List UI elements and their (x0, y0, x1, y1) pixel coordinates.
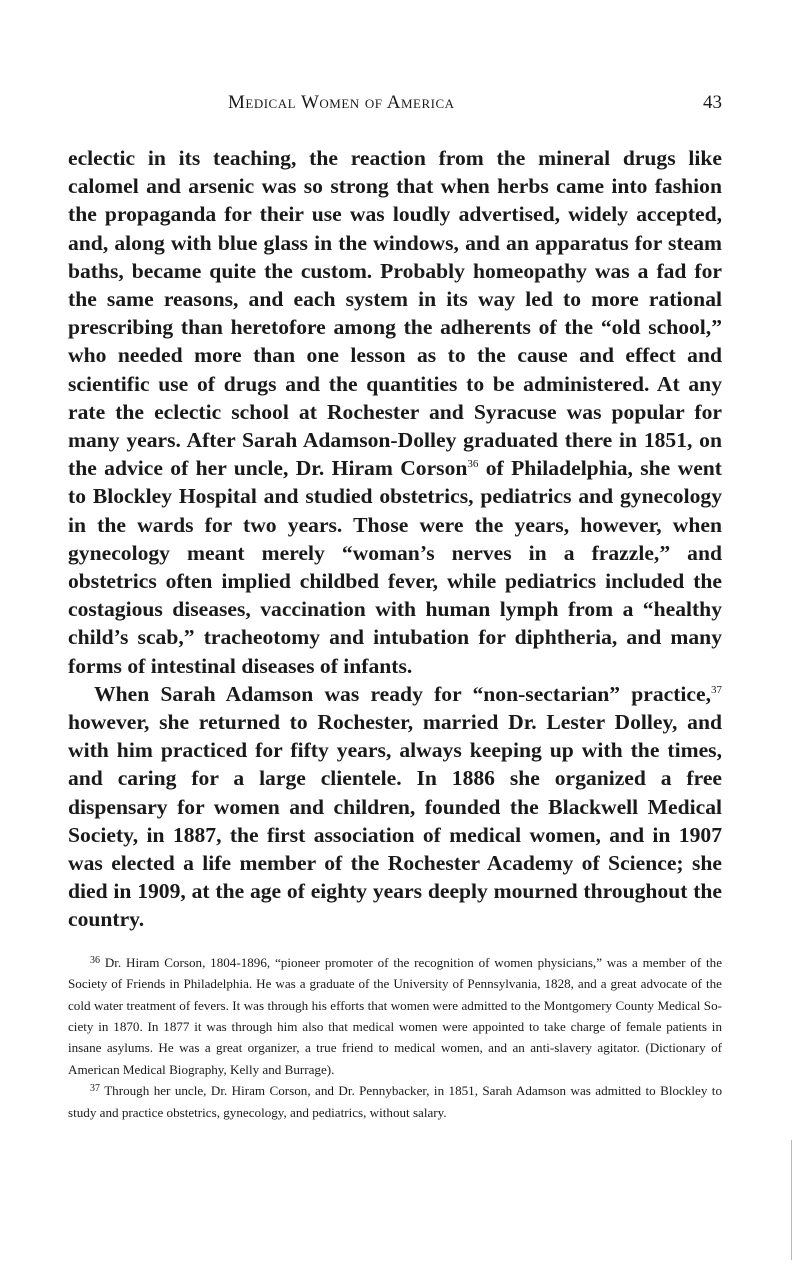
footnotes (68, 952, 722, 1123)
paragraph-1-part-b: of Philadelphia, she went to Blockley Hospital and studied obstetrics, pediatrics and gynecology in the wards for two years. Those were the years, however, when gynecology meant merely “woman’s nerves in a frazzle,” and obstetrics often implied childbed fever, while pediatrics included the costagious diseases, vaccination with human lymph from a “healthy child’s scab,” tracheotomy and intubation for diphtheria, and many forms of intestinal diseases of infants. (68, 456, 722, 678)
page-edge-line (791, 1140, 792, 1260)
footnote-36 (68, 952, 722, 1080)
footnote-text-36: Dr. Hiram Corson, 1804-1896, “pioneer promoter of the recognition of women physicians,” was a member of the Society of Friends in Philadelphia. He was a graduate of the University of Pennsylvania, 1828, and a great advocate of the cold water treatment of fevers. It was through his efforts that women were admitted to the Montgomery County Medical Society in 1870. In 1877 it was through him also that medical women were appointed to take charge of female patients in insane asylums. He was a great organizer, a true friend to medical women, and an anti-slavery agitator. (Dictionary of American Medical Biography, Kelly and Burrage). (68, 954, 723, 1077)
footnote-ref-36: 36 (467, 458, 479, 471)
body-text (68, 144, 722, 934)
paragraph-2-part-b: however, she returned to Rochester, married Dr. Lester Dolley, and with him practiced for fifty years, always keeping up with the times, and caring for a large clientele. In 1886 she organized a free dispensary for women and children, founded the Blackwell Medical Society, in 1887, the first association of medical women, and in 1907 was elected a life member of the Rochester Academy of Science; she died in 1909, at the age of eighty years deeply mourned throughout the country. (68, 710, 722, 932)
paragraph-2-part-a: When Sarah Adamson was ready for “non-sectarian” practice, (94, 681, 711, 706)
footnote-marker-36: 36 (90, 954, 100, 966)
page-number: 43 (703, 92, 722, 113)
paragraph-1-part-a: eclectic in its teaching, the reaction from the mineral drugs like calomel and arsenic was so strong that when herbs came into fashion the propaganda for their use was loudly advertised, widely accepted, and, along with blue glass in the windows, and an apparatus for steam baths, became quite the custom. Probably homeopathy was a fad for the same reasons, and each system in its way led to more rational prescribing than heretofore among the adherents of the “old school,” who needed more than one lesson as to the cause and effect and scientific use of drugs and the quantities to be administered. At any rate the eclectic school at Rochester and Syracuse was popular for many years. After Sarah Adamson-Dolley graduated there in 1851, on the advice of her uncle, Dr. Hiram Corson (68, 146, 722, 481)
footnote-ref-37: 37 (711, 683, 722, 696)
book-page (68, 92, 722, 1123)
running-head: Medical Women of America (228, 92, 455, 113)
footnote-text-37: Through her uncle, Dr. Hiram Corson, and Dr. Pennybacker, in 1851, Sarah Adamson was admitted to Blockley to study and practice obstetrics, gynecology, and pediatrics, without salary. (68, 1083, 722, 1120)
paragraph-2 (68, 680, 722, 934)
paragraph-1 (68, 144, 722, 680)
page-header (228, 92, 722, 116)
footnote-marker-37: 37 (90, 1083, 100, 1095)
footnote-37 (68, 1080, 722, 1123)
